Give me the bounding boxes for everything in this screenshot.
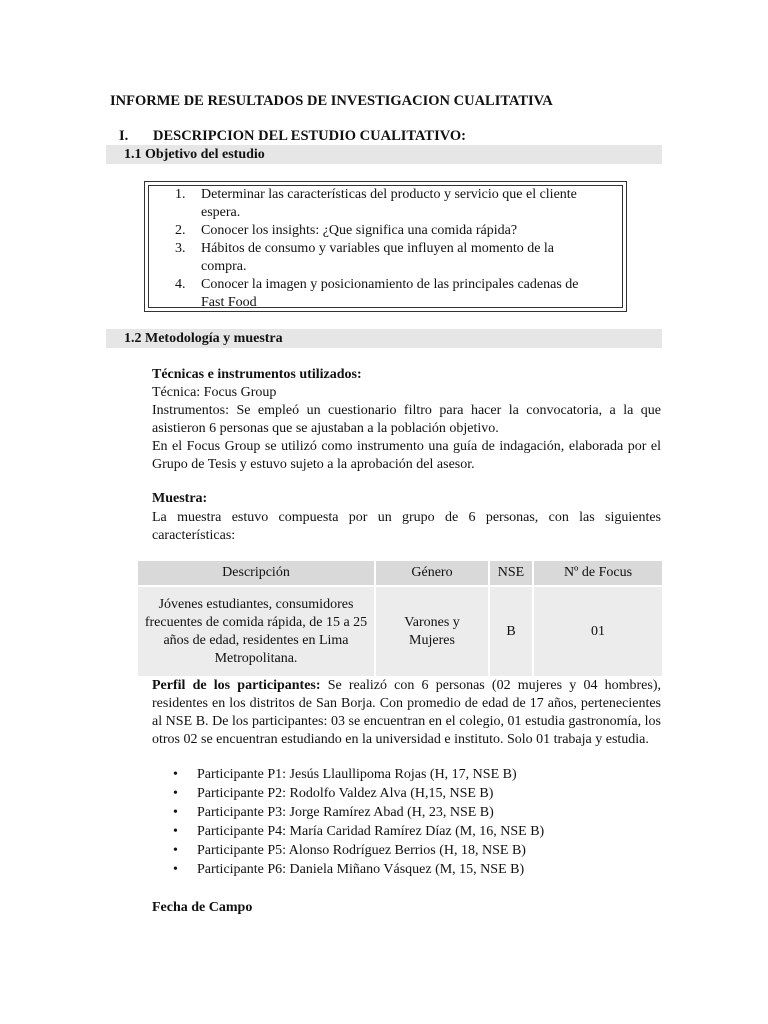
list-item [170, 861, 544, 880]
participant-text: Participante P4: María Caridad Ramírez Díaz (M, 16, NSE B) [197, 824, 545, 839]
participant-text: Participante P2: Rodolfo Valdez Alva (H,15, NSE B) [197, 786, 494, 801]
technique-line: Técnica: Focus Group [152, 385, 277, 400]
list-item [170, 785, 544, 804]
participant-text: Participante P5: Alonso Rodríguez Berrios (H, 18, NSE B) [197, 843, 526, 858]
col-header-nse: NSE [489, 561, 533, 586]
bullet-icon: • [173, 767, 178, 782]
objective-text-cont: compra. [201, 259, 247, 274]
objective-heading: 1.1 Objetivo del estudio [106, 145, 662, 164]
techniques-heading: Técnicas e instrumentos utilizados: [152, 367, 362, 382]
cell-nse: B [489, 586, 533, 676]
participant-text: Participante P1: Jesús Llaullipoma Rojas (H, 17, NSE B) [197, 767, 517, 782]
instruments-paragraph: Instrumentos: Se empleó un cuestionario filtro para hacer la convocatoria, a la que asistieron 6 personas que se ajustaban a la población objetivo. [152, 403, 661, 436]
sample-table [138, 561, 662, 676]
objective-number: 4. [175, 277, 186, 292]
bullet-icon: • [173, 862, 178, 877]
bullet-icon: • [173, 843, 178, 858]
field-date-heading: Fecha de Campo [152, 900, 253, 915]
profile-text: Se realizó con 6 personas (02 mujeres y 04 hombres), residentes en los distritos de San Borja. Con promedio de edad de 17 años, pertenecientes al NSE B. De los participantes: 03 se encuentran en el colegio, 01 estudia gastronomía, los otros 02 se encuentran estudiando en la universidad e instituto. Solo 01 trabaja y estudia. [152, 678, 661, 747]
objective-item [175, 222, 615, 240]
objective-number: 3. [175, 241, 186, 256]
col-header-descripcion: Descripción [138, 561, 375, 586]
objective-item [175, 186, 615, 222]
col-header-focus: Nº de Focus [533, 561, 662, 586]
profile-paragraph [152, 677, 661, 749]
participant-text: Participante P6: Daniela Miñano Vásquez (M, 15, NSE B) [197, 862, 525, 877]
list-item [170, 804, 544, 823]
objective-item [175, 240, 615, 276]
methodology-heading: 1.2 Metodología y muestra [106, 329, 662, 348]
bullet-icon: • [173, 824, 178, 839]
objective-item [175, 276, 615, 312]
objective-text-cont: espera. [201, 205, 241, 220]
objectives-list [175, 186, 615, 312]
cell-focus: 01 [533, 586, 662, 676]
objectives-box [144, 181, 627, 312]
sample-paragraph: La muestra estuvo compuesta por un grupo de 6 personas, con las siguientes características: [152, 510, 661, 543]
section-heading [119, 127, 466, 145]
objectives-inner-border [148, 185, 623, 308]
objective-text: Conocer la imagen y posicionamiento de las principales cadenas de [201, 277, 579, 292]
section-number: I. [119, 128, 129, 144]
participants-list [170, 766, 544, 880]
profile-label: Perfil de los participantes: [152, 678, 321, 693]
objective-text: Hábitos de consumo y variables que influyen al momento de la [201, 241, 555, 256]
table-row [138, 586, 662, 676]
objective-number: 1. [175, 187, 186, 202]
bullet-icon: • [173, 805, 178, 820]
cell-descripcion: Jóvenes estudiantes, consumidores frecuentes de comida rápida, de 15 a 25 años de edad, residentes en Lima Metropolitana. [138, 586, 375, 676]
objective-text-cont: Fast Food [201, 295, 257, 310]
objective-text: Determinar las características del producto y servicio que el cliente [201, 187, 577, 202]
objective-text: Conocer los insights: ¿Que significa una comida rápida? [201, 223, 518, 238]
bullet-icon: • [173, 786, 178, 801]
cell-genero: Varones y Mujeres [375, 586, 489, 676]
table-header-row [138, 561, 662, 586]
participant-text: Participante P3: Jorge Ramírez Abad (H, 23, NSE B) [197, 805, 494, 820]
objective-number: 2. [175, 223, 186, 238]
focus-group-paragraph: En el Focus Group se utilizó como instrumento una guía de indagación, elaborada por el Grupo de Tesis y estuvo sujeto a la aprobación del asesor. [152, 439, 661, 472]
sample-heading: Muestra: [152, 491, 208, 506]
section-label: DESCRIPCION DEL ESTUDIO CUALITATIVO: [153, 128, 466, 144]
col-header-genero: Género [375, 561, 489, 586]
list-item [170, 823, 544, 842]
list-item [170, 766, 544, 785]
document-title: INFORME DE RESULTADOS DE INVESTIGACION CUALITATIVA [110, 93, 553, 109]
list-item [170, 842, 544, 861]
